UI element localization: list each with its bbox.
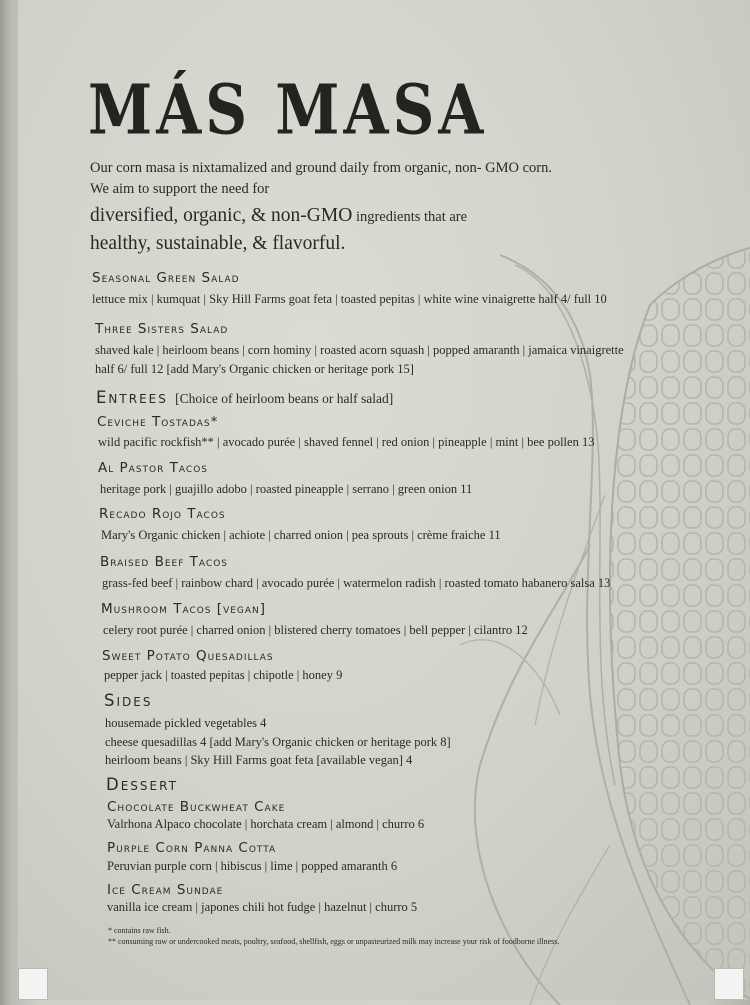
restaurant-title: MÁS MASA xyxy=(88,70,488,151)
item-name: Recado Rojo Tacos xyxy=(99,506,226,522)
intro-line-3-rest: ingredients that are xyxy=(352,209,468,225)
item-description: wild pacific rockfish** | avocado purée | shaved fennel | red onion | pineapple | mint | bee pollen 13 xyxy=(98,435,595,449)
side-item: heirloom beans | Sky Hill Farms goat feta [available vegan] 4 xyxy=(105,753,413,767)
item-name: Mushroom Tacos [vegan] xyxy=(101,601,267,617)
item-description: celery root purée | charred onion | blistered cherry tomatoes | bell pepper | cilantro 12 xyxy=(103,623,528,637)
section-heading-dessert: Dessert xyxy=(106,775,178,794)
item-description: vanilla ice cream | japones chili hot fudge | hazelnut | churro 5 xyxy=(107,900,418,914)
item-description: Mary's Organic chicken | achiote | charred onion | pea sprouts | crème fraiche 11 xyxy=(101,528,501,542)
clip-right xyxy=(714,968,744,1000)
item-name: Ice Cream Sundae xyxy=(107,882,224,898)
entrees-note: [Choice of heirloom beans or half salad] xyxy=(175,391,394,406)
item-description: heritage pork | guajillo adobo | roasted pineapple | serrano | green onion 11 xyxy=(100,482,473,496)
item-name: Sweet Potato Quesadillas xyxy=(102,648,274,664)
item-description: pepper jack | toasted pepitas | chipotle | honey 9 xyxy=(104,668,343,682)
item-name: Ceviche Tostadas* xyxy=(97,414,219,430)
side-item: housemade pickled vegetables 4 xyxy=(105,716,267,730)
side-item: cheese quesadillas 4 [add Mary's Organic chicken or heritage pork 8] xyxy=(105,735,451,749)
item-description: Peruvian purple corn | hibiscus | lime | popped amaranth 6 xyxy=(107,859,398,873)
footnote: ** consuming raw or undercooked meats, poultry, seafood, shellfish, eggs or unpasteurized milk may increase your risk of foodborne illness. xyxy=(108,937,560,946)
item-name: Three Sisters Salad xyxy=(95,321,229,337)
item-name: Chocolate Buckwheat Cake xyxy=(107,799,286,815)
item-description: lettuce mix | kumquat | Sky Hill Farms goat feta | toasted pepitas | white wine vinaigrette half 4/ full 10 xyxy=(92,292,607,306)
intro-line-2: We aim to support the need for xyxy=(90,181,270,197)
footnote: * contains raw fish. xyxy=(108,926,171,935)
intro-line-4: healthy, sustainable, & flavorful. xyxy=(90,233,346,254)
intro-line-1: Our corn masa is nixtamalized and ground daily from organic, non- GMO corn. xyxy=(90,160,553,176)
item-description: half 6/ full 12 [add Mary's Organic chicken or heritage pork 15] xyxy=(95,362,414,376)
intro-line-3 xyxy=(90,205,467,227)
section-heading-sides: Sides xyxy=(104,691,153,710)
item-description: grass-fed beef | rainbow chard | avocado purée | watermelon radish | roasted tomato habanero salsa 13 xyxy=(102,576,611,590)
intro-line-3-emphasis: diversified, organic, & non-GMO xyxy=(90,205,353,226)
item-name: Seasonal Green Salad xyxy=(92,270,240,286)
item-name: Braised Beef Tacos xyxy=(100,554,229,570)
section-heading-entrees xyxy=(96,388,393,407)
item-description: Valrhona Alpaco chocolate | horchata cream | almond | churro 6 xyxy=(107,817,425,831)
clip-left xyxy=(18,968,48,1000)
item-name: Al Pastor Tacos xyxy=(98,460,209,476)
section-heading-text: Entrees xyxy=(96,388,168,407)
item-description: shaved kale | heirloom beans | corn hominy | roasted acorn squash | popped amaranth | jamaica vinaigrette xyxy=(95,343,624,357)
item-name: Purple Corn Panna Cotta xyxy=(107,840,277,856)
